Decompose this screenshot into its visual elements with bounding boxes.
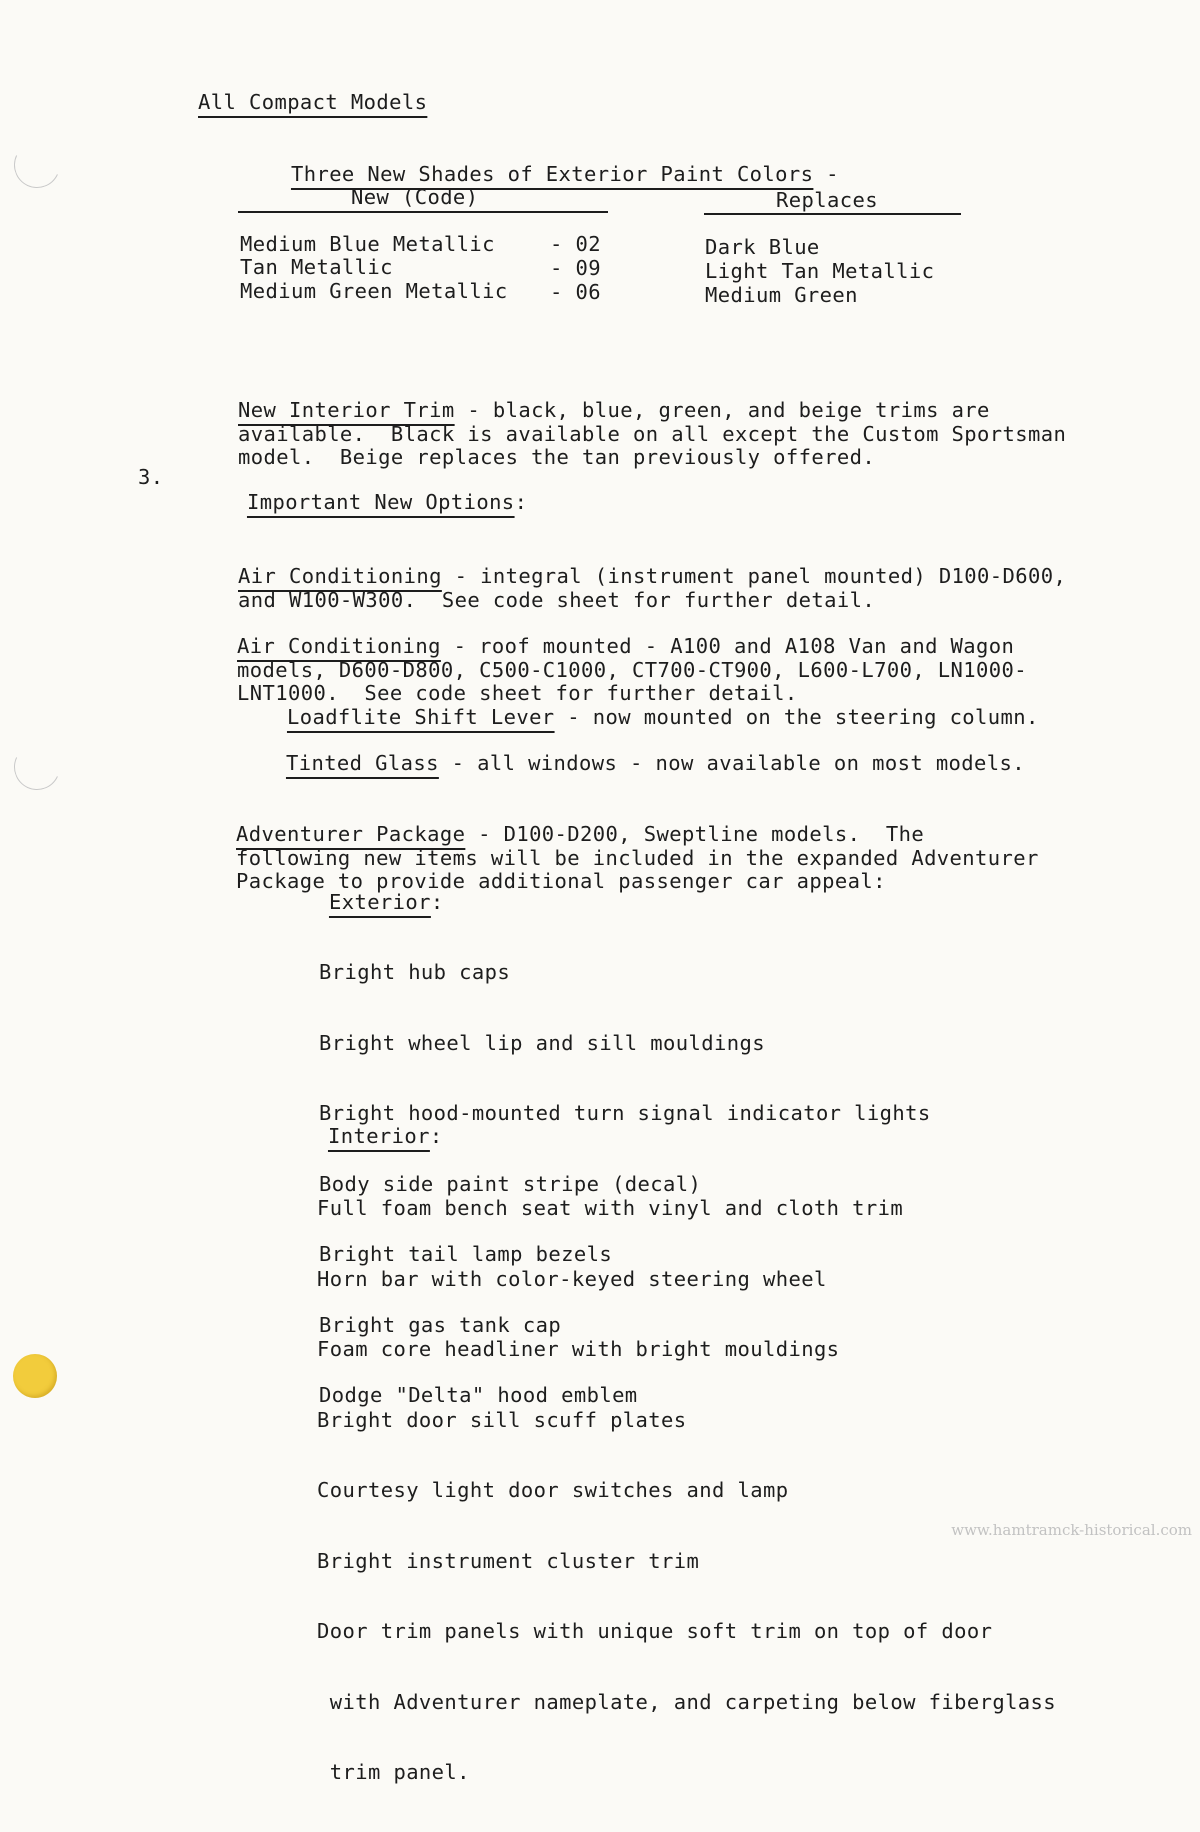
option-label: Air Conditioning [238,564,442,588]
list-item: Foam core headliner with bright mouldings [317,1337,840,1361]
paint-color-name: Tan Metallic [240,255,393,279]
option-text: - D100-D200, Sweptline models. The [465,822,925,846]
list-item: Bright gas tank cap [319,1312,562,1337]
watermark: www.hamtramck-historical.com [951,1521,1192,1539]
paint-color-name: Medium Blue Metallic [240,232,495,256]
paint-color-replaces: Light Tan Metallic [705,259,935,283]
options-title: Important New Options [246,489,515,514]
paint-heading-dash: - [826,161,839,186]
interior-colon: : [429,1123,443,1148]
paint-color-replaces: Dark Blue [705,235,820,259]
option-text: LNT1000. See code sheet for further detail. [237,681,798,705]
options-number: 3. [138,465,164,489]
paint-color-replaces: Medium Green [705,283,858,307]
list-item: Horn bar with color-keyed steering wheel [317,1266,827,1291]
option-text: Package to provide additional passenger car appeal: [236,869,886,893]
option-text: - all windows - now available on most models. [438,750,1026,775]
interior-label: Interior [327,1123,430,1148]
list-item: Bright tail lamp bezels [319,1242,613,1266]
option-label: Loadflite Shift Lever [286,704,555,729]
interior-trim-line1: - black, blue, green, and beige trims are [454,398,990,422]
paint-heading: Three New Shades of Exterior Paint Colors [290,161,814,186]
list-item: Body side paint stripe (decal) [319,1171,702,1196]
option-text: - now mounted on the steering column. [554,704,1039,729]
option-text: - integral (instrument panel mounted) D100-D600, [441,564,1067,588]
paint-color-code: - 06 [550,280,601,304]
paint-col-new-header: New (Code) [351,185,479,209]
interior-trim-line3: model. Beige replaces the tan previously offered. [238,445,876,469]
option-label: Tinted Glass [285,750,439,775]
list-item: trim panel. [317,1760,470,1784]
paint-color-code: - 09 [550,256,601,280]
option-text: following new items will be included in the expanded Adventurer [236,845,1039,870]
list-item: Bright door sill scuff plates [317,1407,687,1432]
list-item: Dodge "Delta" hood emblem [319,1383,638,1407]
paint-col-new-rule [238,211,608,213]
list-item: Bright wheel lip and sill mouldings [319,1030,765,1055]
exterior-colon: : [430,889,444,914]
option-text: models, D600-D800, C500-C1000, CT700-CT900, L600-L700, LN1000- [237,657,1028,682]
list-item: Bright instrument cluster trim [317,1548,700,1573]
list-item: Bright hood-mounted turn signal indicator lights [319,1101,931,1125]
list-item: Bright hub caps [319,960,511,984]
option-label: Air Conditioning [237,634,441,658]
paint-col-replaces-rule [704,213,961,215]
list-item: Full foam bench seat with vinyl and cloth trim [317,1196,904,1220]
paint-color-code: - 02 [550,232,601,256]
interior-trim-label: New Interior Trim [238,398,455,422]
punch-hole-middle [8,738,67,797]
paint-col-replaces-header: Replaces [776,188,878,212]
punch-hole-top [8,136,67,195]
section-title: All Compact Models [198,90,428,114]
option-text: - roof mounted - A100 and A108 Van and Wagon [440,634,1015,658]
interior-list [317,1150,1056,1832]
punch-hole-bottom [13,1354,57,1398]
paint-heading-line [240,139,839,210]
list-item: Courtesy light door switches and lamp [317,1478,789,1502]
option-label: Adventurer Package [236,822,466,846]
paint-color-name: Medium Green Metallic [240,279,508,303]
options-colon: : [514,489,528,514]
list-item: Door trim panels with unique soft trim on top of door [317,1619,993,1643]
option-text: and W100-W300. See code sheet for further detail. [238,587,876,612]
list-item: with Adventurer nameplate, and carpeting below fiberglass [317,1689,1057,1714]
interior-trim-line2: available. Black is available on all except the Custom Sportsman [238,421,1067,446]
exterior-label: Exterior [328,889,431,914]
